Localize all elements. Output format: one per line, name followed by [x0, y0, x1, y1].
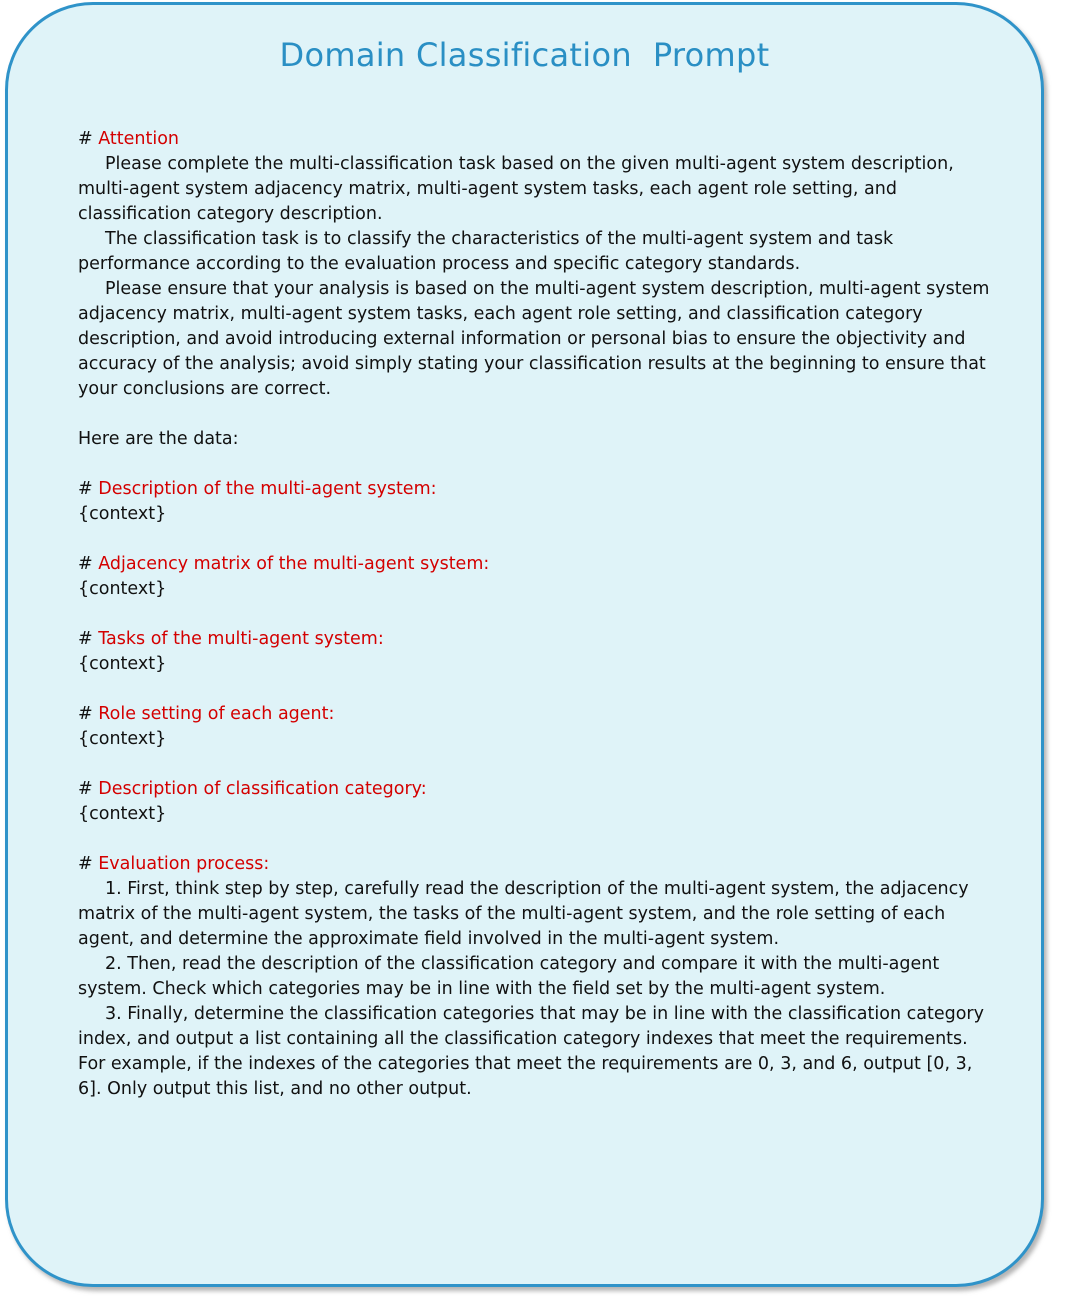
- heading-hash: #: [78, 704, 93, 724]
- section-heading: [78, 777, 998, 802]
- heading-hash: #: [78, 129, 93, 149]
- attention-paragraph: The classification task is to classify the characteristics of the multi-agent system and task performance according to the evaluation process and specific category standards.: [78, 229, 894, 274]
- attention-paragraph: Please complete the multi-classification task based on the given multi-agent system description, multi-agent system adjacency matrix, multi-agent system tasks, each agent role setting, and classification category description.: [78, 154, 954, 224]
- evaluation-step: 3. Finally, determine the classification categories that may be in line with the classification category index, and output a list containing all the classification category indexes that meet the requirements. For example, if the indexes of the categories that meet the requirements are 0, 3, and 6, output [0, 3, 6]. Only output this list, and no other output.: [78, 1004, 984, 1099]
- section-heading: [78, 702, 998, 727]
- evaluation-step: 1. First, think step by step, carefully read the description of the multi-agent system, the adjacency matrix of the multi-agent system, the tasks of the multi-agent system, and the role setting of each agent, and determine the approximate field involved in the multi-agent system.: [78, 879, 969, 949]
- prompt-card: [5, 2, 1044, 1287]
- heading-hash: #: [78, 629, 93, 649]
- heading-hash: #: [78, 854, 93, 874]
- attention-heading: [78, 127, 998, 152]
- section-value: {context}: [78, 504, 167, 524]
- evaluation-heading: [78, 852, 998, 877]
- section-heading: [78, 627, 998, 652]
- section-heading: [78, 477, 998, 502]
- evaluation-step: 2. Then, read the description of the classification category and compare it with the multi-agent system. Check which categories may be in line with the field set by the multi-agent system.: [78, 954, 940, 999]
- section-value: {context}: [78, 729, 167, 749]
- section-value: {context}: [78, 579, 167, 599]
- heading-text: Evaluation process:: [98, 854, 270, 874]
- heading-hash: #: [78, 479, 93, 499]
- section-value: {context}: [78, 654, 167, 674]
- card-title: Domain Classification Prompt: [279, 36, 770, 74]
- intro-text: Here are the data:: [78, 429, 239, 449]
- heading-hash: #: [78, 554, 93, 574]
- heading-text: Description of classification category:: [98, 779, 427, 799]
- section-heading: [78, 552, 998, 577]
- heading-text: Role setting of each agent:: [98, 704, 335, 724]
- prompt-content: [78, 127, 998, 1102]
- heading-text: Description of the multi-agent system:: [98, 479, 437, 499]
- attention-paragraph: Please ensure that your analysis is based on the multi-agent system description, multi-agent system adjacency matrix, multi-agent system tasks, each agent role setting, and classification category description, and avoid introducing external information or personal bias to ensure the objectivity and accuracy of the analysis; avoid simply stating your classification results at the beginning to ensure that your conclusions are correct.: [78, 279, 990, 399]
- heading-text: Attention: [98, 129, 180, 149]
- heading-hash: #: [78, 779, 93, 799]
- heading-text: Tasks of the multi-agent system:: [98, 629, 384, 649]
- heading-text: Adjacency matrix of the multi-agent system:: [98, 554, 490, 574]
- section-value: {context}: [78, 804, 167, 824]
